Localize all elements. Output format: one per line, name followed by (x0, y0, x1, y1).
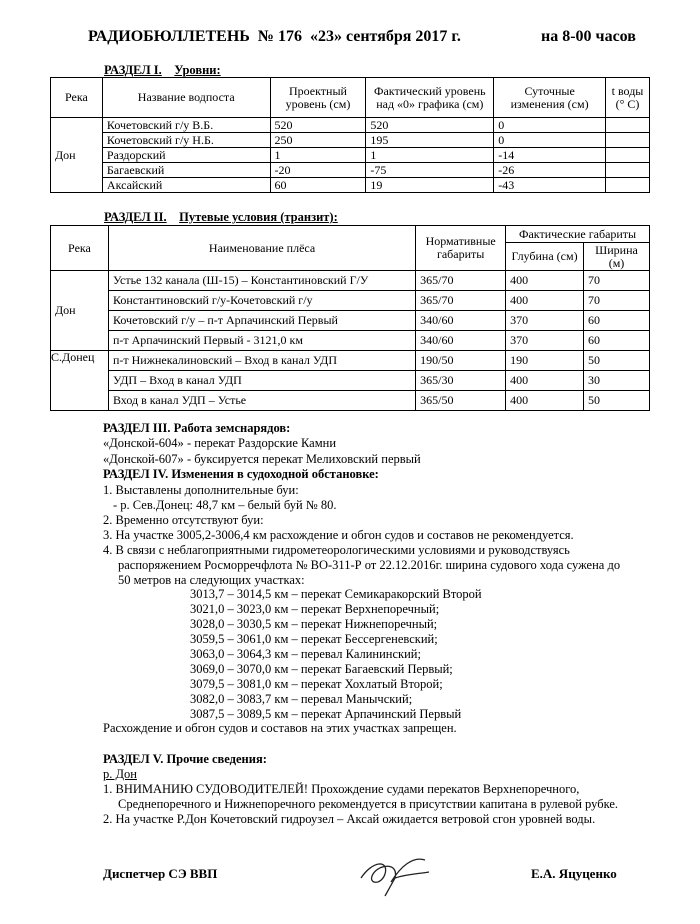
change-cell: 0 (494, 118, 606, 133)
norm-cell: 340/60 (416, 311, 506, 331)
table-row (51, 291, 650, 311)
station-cell: Кочетовский г/у В.Б. (102, 118, 270, 133)
transit-col-normative: Нормативные габариты (416, 226, 506, 271)
section4-item4-line2: распоряжением Росморречфлота № ВО-311-Р от 22.12.2016г. ширина судового хода сужена до (118, 558, 621, 572)
table-row (51, 178, 650, 193)
levels-col-design: Проектный уровень (см) (270, 78, 366, 118)
temp-cell (606, 178, 650, 193)
change-cell: -14 (494, 148, 606, 163)
design-cell: 250 (270, 133, 366, 148)
transit-col-river: Река (51, 226, 109, 271)
stretch-cell: п-т Арпачинский Первый - 3121,0 км (108, 331, 415, 351)
levels-river-cell: Дон (51, 118, 103, 193)
section4-item4-line3: 50 метров на следующих участках: (118, 573, 305, 587)
dredger-name: «Донской-607» (103, 452, 184, 466)
bulletin-time: на 8-00 часов (541, 28, 636, 45)
actual-cell: 19 (366, 178, 494, 193)
section1-heading (104, 63, 221, 78)
section5-river: р. Дон (103, 767, 137, 781)
bulletin-date: «23» сентября 2017 г. (309, 28, 461, 45)
stretch-cell: Устье 132 канала (Ш-15) – Константиновский Г/У (108, 271, 415, 291)
width-cell: 50 (584, 351, 650, 371)
stretch-cell: Кочетовский г/у – п-т Арпачинский Первый (108, 311, 415, 331)
norm-cell: 365/50 (416, 391, 506, 411)
stretch-cell: Константиновский г/у-Кочетовский г/у (108, 291, 415, 311)
transit-header-row (51, 226, 650, 243)
width-cell: 60 (584, 311, 650, 331)
depth-cell: 370 (506, 311, 584, 331)
norm-cell: 365/70 (416, 271, 506, 291)
actual-cell: -75 (366, 163, 494, 178)
depth-cell: 400 (506, 371, 584, 391)
list-item: 3028,0 – 3030,5 км – перекат Нижнепоречный; (190, 617, 438, 631)
section5-heading: РАЗДЕЛ V. Прочие сведения: (103, 752, 267, 766)
temp-cell (606, 148, 650, 163)
levels-header-row (51, 78, 650, 118)
table-row (51, 371, 650, 391)
depth-cell: 370 (506, 331, 584, 351)
temp-cell (606, 118, 650, 133)
dredger-line (103, 436, 336, 451)
depth-cell: 400 (506, 291, 584, 311)
table-row (51, 133, 650, 148)
dispatcher-name: Е.А. Яцуценко (531, 866, 617, 881)
dispatcher-position: Диспетчер СЭ ВВП (103, 866, 218, 881)
section5-item1-line1: 1. ВНИМАНИЮ СУДОВОДИТЕЛЕЙ! Прохождение судами перекатов Верхнепоречного, (103, 782, 580, 796)
section1-label: РАЗДЕЛ I. (104, 63, 162, 77)
levels-col-change: Суточные изменения (см) (494, 78, 606, 118)
station-cell: Аксайский (102, 178, 270, 193)
stretch-cell: Вход в канал УДП – Устье (108, 391, 415, 411)
table-row (51, 271, 650, 291)
list-item: 3069,0 – 3070,0 км – перекат Багаевский Первый; (190, 662, 453, 676)
list-item: 3021,0 – 3023,0 км – перекат Верхнепоречный; (190, 602, 440, 616)
width-cell: 30 (584, 371, 650, 391)
bulletin-number: № 176 (257, 28, 302, 45)
section1-title: Уровни: (174, 63, 221, 77)
table-row (51, 311, 650, 331)
list-item: 3087,5 – 3089,5 км – перекат Арпачинский Первый (190, 707, 462, 721)
norm-cell: 365/70 (416, 291, 506, 311)
transit-col-depth: Глубина (см) (506, 243, 584, 271)
design-cell: 60 (270, 178, 366, 193)
width-cell: 50 (584, 391, 650, 411)
bulletin-title (88, 28, 461, 46)
design-cell: 1 (270, 148, 366, 163)
width-cell: 70 (584, 291, 650, 311)
depth-cell: 400 (506, 271, 584, 291)
section4-item3: 3. На участке 3005,2-3006,4 км расхождение и обгон судов и составов не рекомендуется. (103, 528, 574, 542)
table-row (51, 351, 650, 371)
temp-cell (606, 133, 650, 148)
levels-col-river: Река (51, 78, 103, 118)
table-row (51, 331, 650, 351)
norm-cell: 190/50 (416, 351, 506, 371)
depth-cell: 190 (506, 351, 584, 371)
width-cell: 60 (584, 331, 650, 351)
actual-cell: 195 (366, 133, 494, 148)
change-cell: -26 (494, 163, 606, 178)
transit-table (50, 225, 650, 411)
dredger-line (103, 452, 421, 467)
levels-col-temp: t воды (° С) (606, 78, 650, 118)
design-cell: -20 (270, 163, 366, 178)
transit-col-stretch: Наименование плёса (108, 226, 415, 271)
levels-col-actual: Фактический уровень над «0» графика (см) (366, 78, 494, 118)
temp-cell (606, 163, 650, 178)
table-row (51, 118, 650, 133)
levels-col-station: Название водпоста (102, 78, 270, 118)
station-cell: Кочетовский г/у Н.Б. (102, 133, 270, 148)
change-cell: -43 (494, 178, 606, 193)
section4-heading: РАЗДЕЛ IV. Изменения в судоходной обстановке: (103, 467, 379, 481)
section2-label: РАЗДЕЛ II. (104, 210, 167, 224)
bulletin-title-text: РАДИОБЮЛЛЕТЕНЬ (88, 28, 250, 45)
section4-closing: Расхождение и обгон судов и составов на этих участках запрещен. (103, 721, 457, 735)
stretch-cell: УДП – Вход в канал УДП (108, 371, 415, 391)
section3-heading: РАЗДЕЛ III. Работа земснарядов: (103, 421, 291, 435)
transit-col-actual: Фактические габариты (506, 226, 650, 243)
section5-item1-line2: Среднепоречного и Нижнепоречного рекомендуется в присутствии капитана в рулевой рубке. (118, 797, 619, 811)
actual-cell: 520 (366, 118, 494, 133)
table-row (51, 163, 650, 178)
change-cell: 0 (494, 133, 606, 148)
table-row (51, 391, 650, 411)
signature-icon (355, 852, 435, 900)
section4-item2: 2. Временно отсутствуют буи: (103, 513, 264, 527)
list-item: 3063,0 – 3064,3 км – перевал Калининский; (190, 647, 421, 661)
station-cell: Багаевский (102, 163, 270, 178)
section4-item1-sub: - р. Сев.Донец: 48,7 км – белый буй № 80. (113, 498, 337, 512)
list-item: 3079,5 – 3081,0 км – перекат Хохлатый Второй; (190, 677, 443, 691)
table-row (51, 148, 650, 163)
dredger-name: «Донской-604» (103, 436, 184, 450)
section5-item2: 2. На участке Р.Дон Кочетовский гидроузел – Аксай ожидается ветровой сгон уровней воды. (103, 812, 596, 826)
station-cell: Раздорский (102, 148, 270, 163)
transit-col-width: Ширина (м) (584, 243, 650, 271)
design-cell: 520 (270, 118, 366, 133)
list-item: 3059,5 – 3061,0 км – перекат Бессергеневский; (190, 632, 438, 646)
levels-table (50, 77, 650, 193)
dredger-status: - перекат Раздорские Камни (183, 436, 337, 450)
actual-cell: 1 (366, 148, 494, 163)
section4-item1: 1. Выставлены дополнительные буи: (103, 483, 299, 497)
norm-cell: 365/30 (416, 371, 506, 391)
transit-river-cell: С.Донец (51, 351, 109, 411)
norm-cell: 340/60 (416, 331, 506, 351)
width-cell: 70 (584, 271, 650, 291)
transit-river-cell: Дон (51, 271, 109, 351)
section2-heading (104, 210, 338, 225)
section2-title: Путевые условия (транзит): (179, 210, 338, 224)
dredger-status: - буксируется перекат Мелиховский первый (183, 452, 421, 466)
stretch-cell: п-т Нижнекалиновский – Вход в канал УДП (108, 351, 415, 371)
depth-cell: 400 (506, 391, 584, 411)
list-item: 3013,7 – 3014,5 км – перекат Семикаракорский Второй (190, 587, 482, 601)
list-item: 3082,0 – 3083,7 км – перевал Манычский; (190, 692, 413, 706)
section4-item4-line1: 4. В связи с неблагоприятными гидрометеорологическими условиями и руководствуясь (103, 543, 570, 557)
